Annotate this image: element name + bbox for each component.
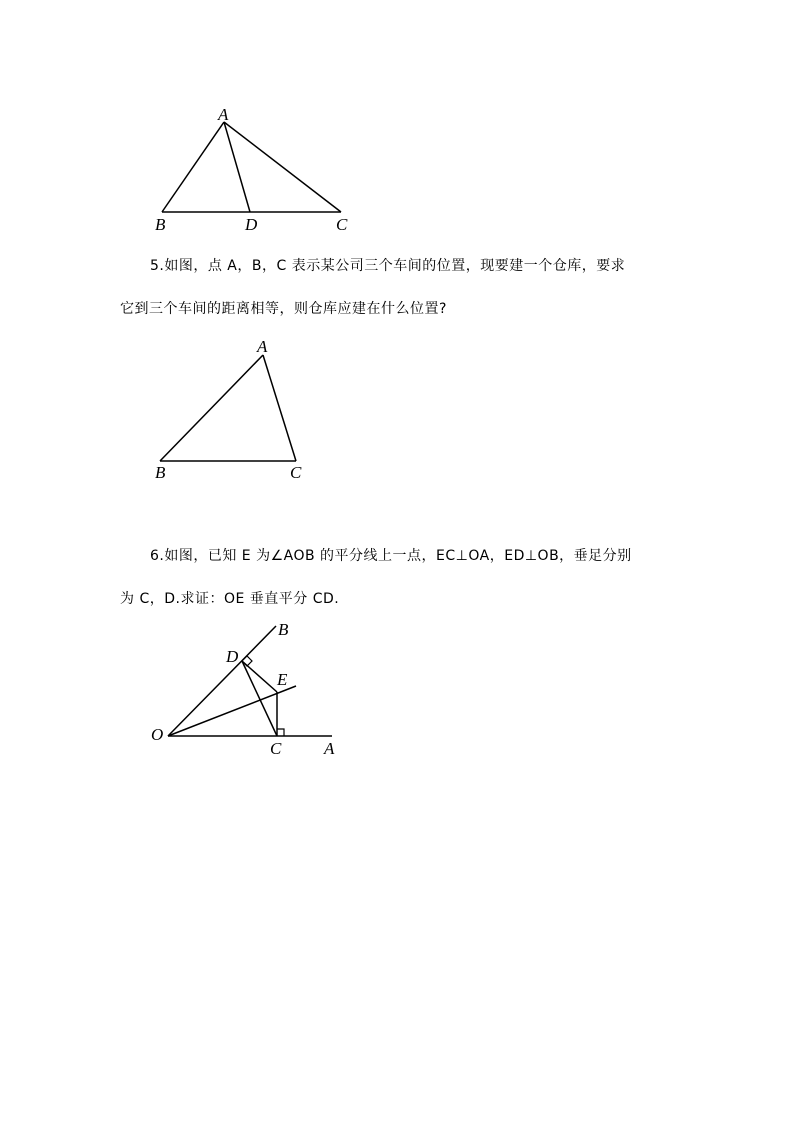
- label-d: D: [226, 647, 239, 666]
- label-b: B: [155, 463, 166, 482]
- label-e: E: [277, 670, 288, 689]
- label-o: O: [151, 725, 164, 744]
- problem-5-line-2: 它到三个车间的距离相等，则仓库应建在什么位置?: [120, 301, 447, 317]
- figure-3-lines: [168, 626, 332, 736]
- label-a: A: [218, 105, 229, 124]
- label-a: A: [324, 739, 335, 758]
- label-a: A: [257, 337, 268, 356]
- label-b: B: [155, 215, 166, 234]
- label-c: C: [336, 215, 348, 234]
- right-angle-mark-c: [277, 729, 284, 736]
- segment-cd: [242, 661, 277, 736]
- problem-5-line-1: 5.如图，点 A，B，C 表示某公司三个车间的位置，现要建一个仓库，要求: [150, 258, 626, 274]
- label-d: D: [245, 215, 258, 234]
- ray-ob: [168, 626, 276, 736]
- problem-6-line-2: 为 C，D.求证：OE 垂直平分 CD.: [120, 591, 340, 607]
- label-c: C: [270, 739, 282, 758]
- problem-6-line-1: 6.如图，已知 E 为∠AOB 的平分线上一点，EC⊥OA，ED⊥OB，垂足分别: [150, 548, 632, 564]
- label-b: B: [278, 620, 289, 639]
- label-c: C: [290, 463, 302, 482]
